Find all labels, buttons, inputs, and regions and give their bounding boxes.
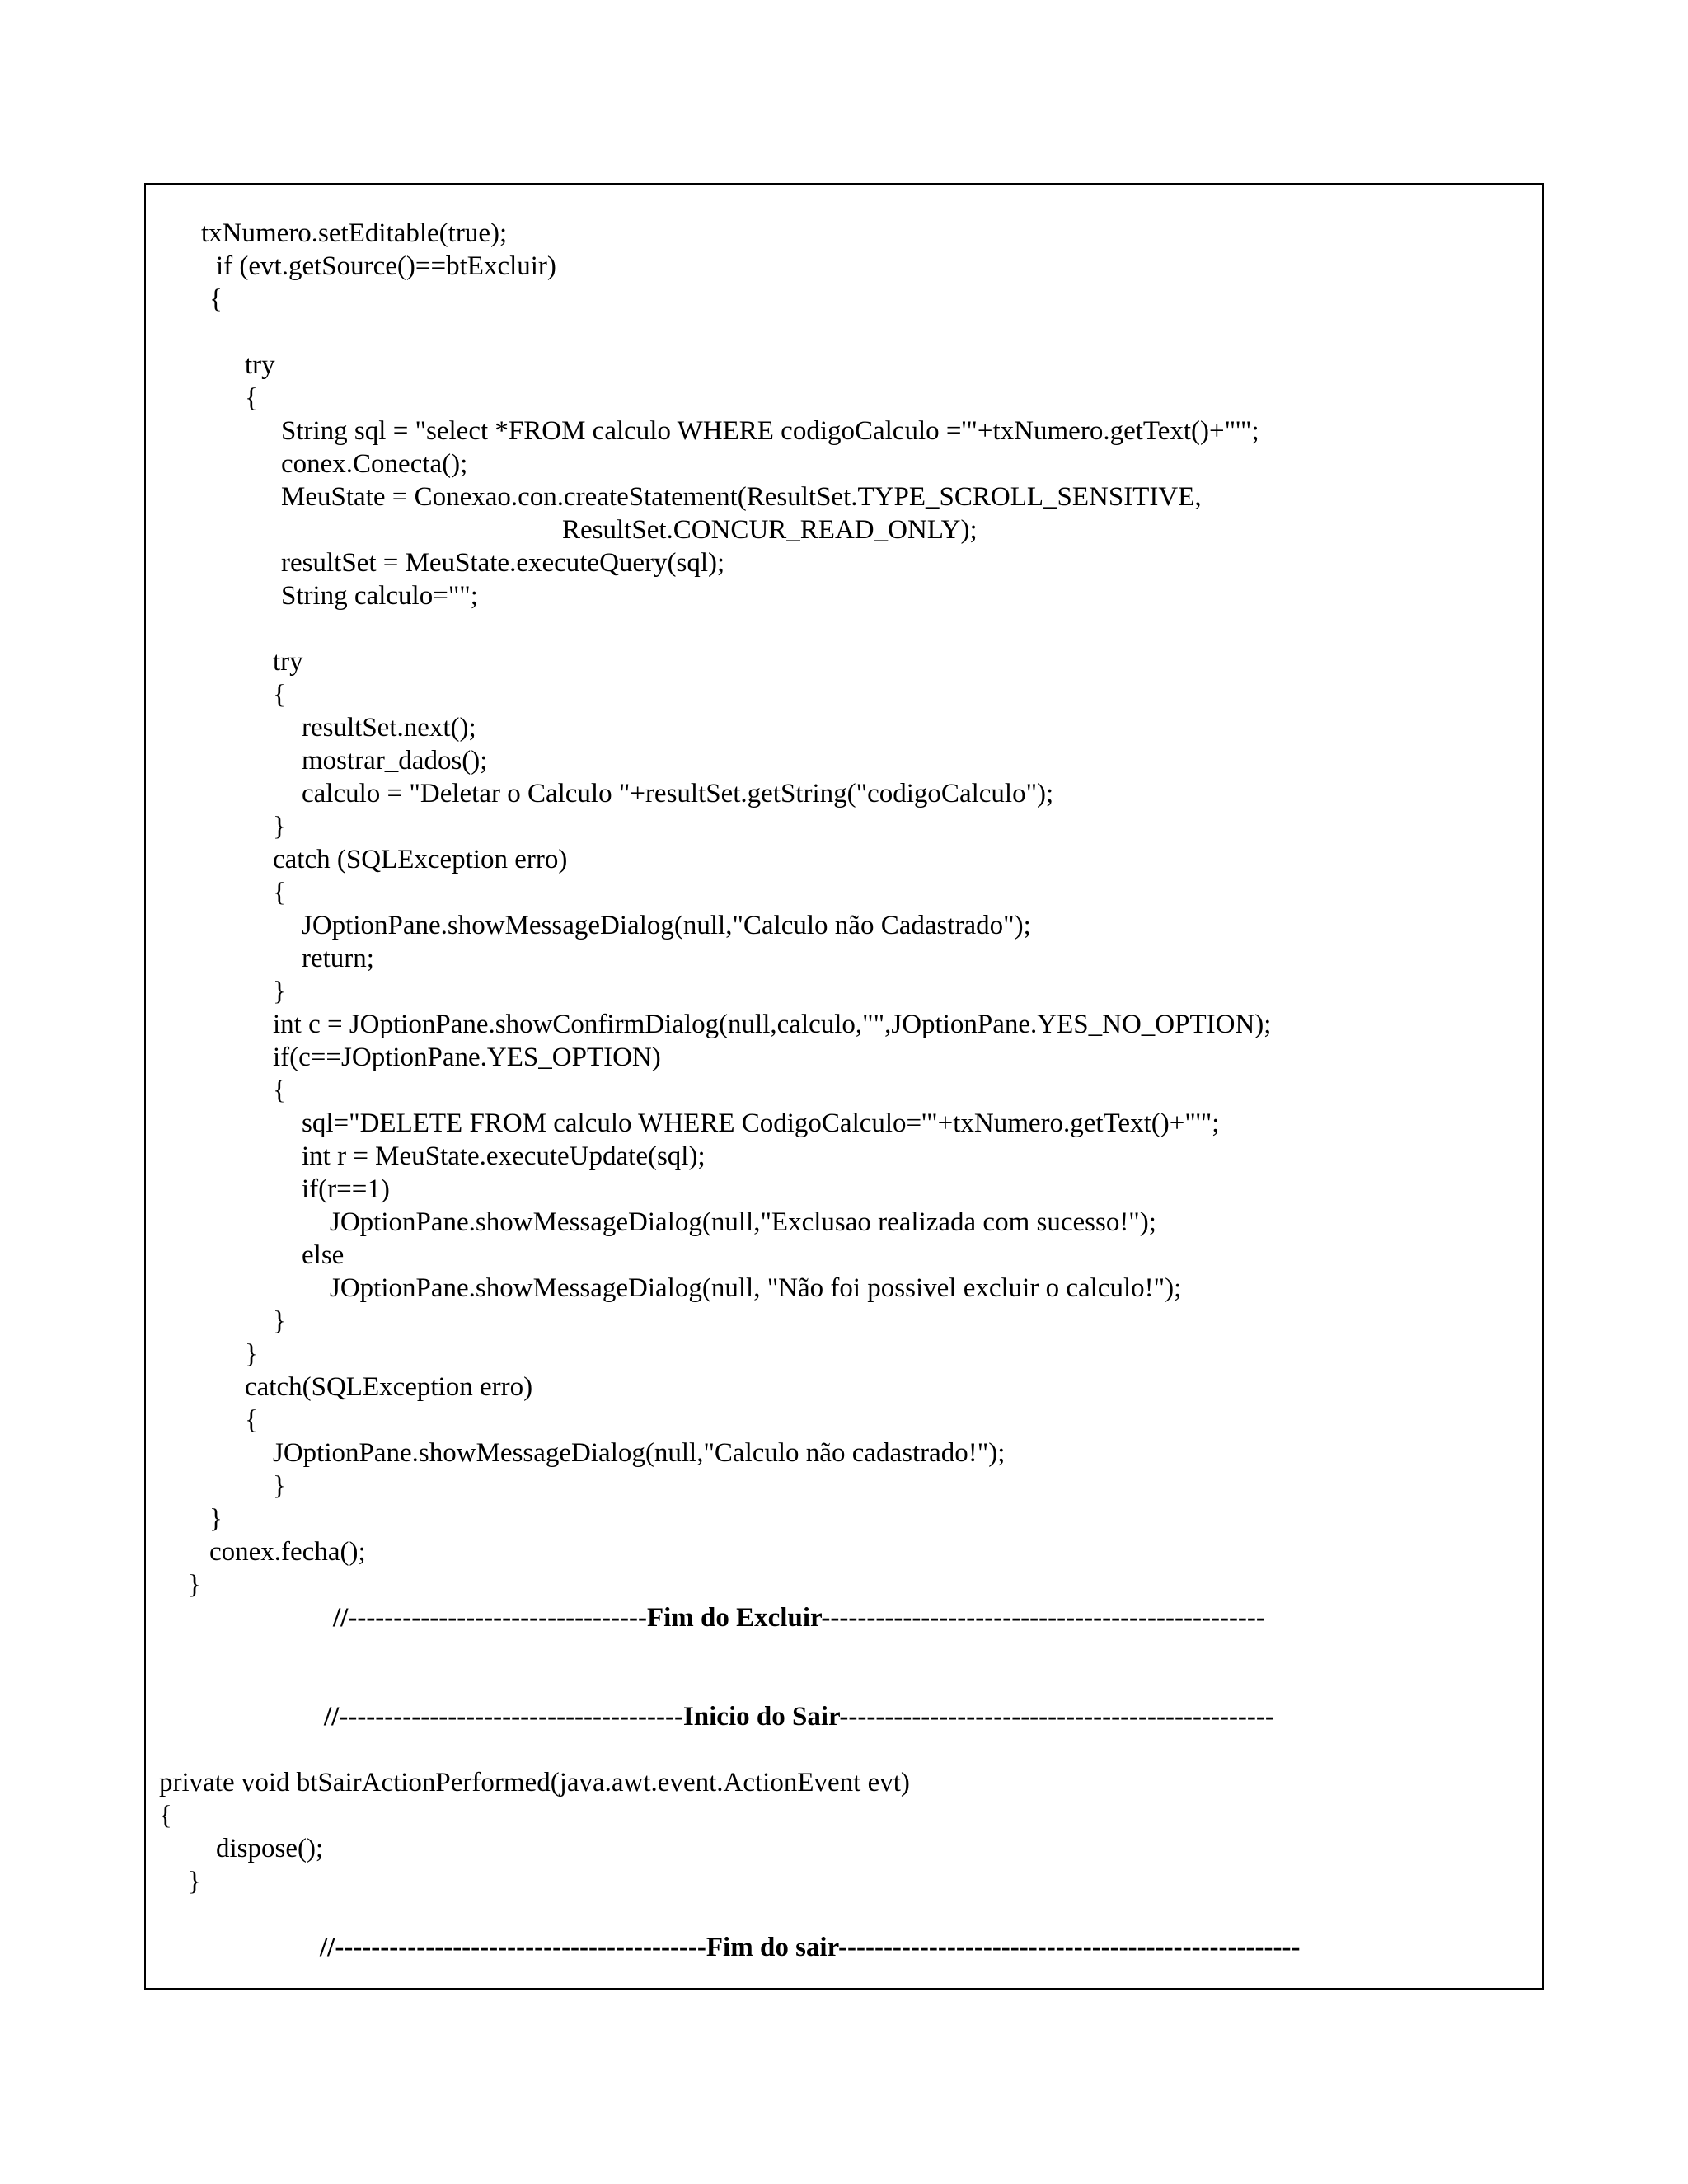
code-line: } — [188, 1867, 201, 1896]
code-line: String calculo=""; — [281, 581, 478, 611]
code-line: } — [273, 977, 286, 1006]
code-line: if (evt.getSource()==btExcluir) — [216, 251, 556, 281]
code-line: JOptionPane.showMessageDialog(null,"Calculo não cadastrado!"); — [273, 1438, 1006, 1468]
code-line: try — [273, 647, 303, 677]
code-line: if(r==1) — [302, 1174, 390, 1204]
code-line: calculo = "Deletar o Calculo "+resultSet.getString("codigoCalculo"); — [302, 779, 1054, 808]
code-line: { — [273, 878, 286, 907]
code-line: } — [245, 1339, 258, 1369]
code-line: JOptionPane.showMessageDialog(null,"Exclusao realizada com sucesso!"); — [330, 1207, 1156, 1237]
code-line: sql="DELETE FROM calculo WHERE CodigoCalculo='"+txNumero.getText()+"'"; — [302, 1108, 1220, 1138]
code-line: dispose(); — [216, 1834, 324, 1863]
code-line: { — [245, 1405, 258, 1435]
code-line: } — [273, 1306, 286, 1336]
code-line: int c = JOptionPane.showConfirmDialog(null,calculo,"",JOptionPane.YES_NO_OPTION); — [273, 1010, 1272, 1039]
code-line: { — [209, 284, 223, 314]
code-line: { — [245, 383, 258, 413]
code-line: resultSet = MeuState.executeQuery(sql); — [281, 548, 725, 578]
code-line: } — [188, 1570, 201, 1600]
code-line: resultSet.next(); — [302, 713, 476, 743]
code-line: private void btSairActionPerformed(java.awt.event.ActionEvent evt) — [159, 1768, 910, 1797]
code-line: } — [209, 1504, 223, 1534]
code-line: JOptionPane.showMessageDialog(null,"Calculo não Cadastrado"); — [302, 911, 1031, 940]
code-line: catch(SQLException erro) — [245, 1372, 533, 1402]
code-line: ResultSet.CONCUR_READ_ONLY); — [562, 515, 978, 545]
code-line: JOptionPane.showMessageDialog(null, "Não foi possivel excluir o calculo!"); — [330, 1273, 1182, 1303]
code-line: { — [273, 680, 286, 710]
code-line: catch (SQLException erro) — [273, 845, 568, 874]
code-line: String sql = "select *FROM calculo WHERE codigoCalculo ='"+txNumero.getText()+"'"; — [281, 416, 1259, 446]
code-line: { — [159, 1801, 172, 1830]
code-line: mostrar_dados(); — [302, 746, 488, 776]
code-line: return; — [302, 944, 374, 973]
section-comment: //-----------------------------------------Fim do sair--------------------------------------------------- — [320, 1933, 1301, 1962]
code-line: { — [273, 1076, 286, 1105]
section-comment: //--------------------------------------Inicio do Sair------------------------------------------------ — [324, 1702, 1274, 1732]
code-line: else — [302, 1240, 345, 1270]
code-line: conex.Conecta(); — [281, 449, 468, 479]
code-line: if(c==JOptionPane.YES_OPTION) — [273, 1043, 661, 1072]
code-line: int r = MeuState.executeUpdate(sql); — [302, 1141, 706, 1171]
code-line: try — [245, 350, 275, 380]
code-line: MeuState = Conexao.con.createStatement(ResultSet.TYPE_SCROLL_SENSITIVE, — [281, 482, 1202, 512]
code-line: } — [273, 1471, 286, 1501]
section-comment: //---------------------------------Fim do Excluir------------------------------------------------- — [333, 1603, 1265, 1633]
code-line: } — [273, 812, 286, 841]
code-line: conex.fecha(); — [209, 1537, 366, 1567]
code-line: txNumero.setEditable(true); — [201, 218, 508, 248]
